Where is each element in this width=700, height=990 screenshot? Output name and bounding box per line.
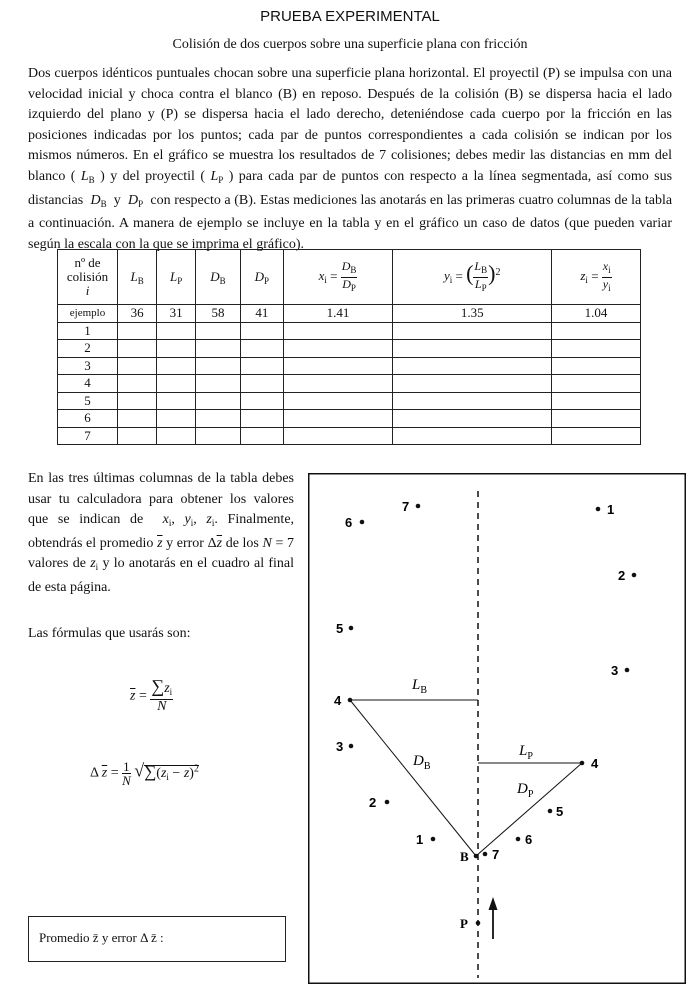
mean-formula: $\overline{z}$ = $\frac{\sum z_i}{N}$	[130, 676, 173, 714]
table-row: 4	[58, 375, 641, 393]
table-row: 3	[58, 357, 641, 375]
header-db: $D_B$	[195, 250, 240, 305]
header-collision-number: nº de colisión i	[58, 250, 118, 305]
point-b-1: 1	[416, 832, 424, 847]
point-p-5: 5	[556, 804, 564, 819]
projectile-origin	[476, 921, 481, 926]
table-row: 1	[58, 322, 641, 340]
point-p-6: 6	[525, 832, 533, 847]
table-header-row	[58, 250, 641, 305]
table-row: 7	[58, 427, 641, 445]
table-row: 2	[58, 340, 641, 358]
point-p-7: 7	[492, 847, 500, 862]
error-formula: Δ $\overline{z}$ = $\frac{1}{N}$ $√\sum(z_i - \overline{z})^2$	[90, 759, 199, 788]
header-z: $z_i$ = $\frac{x_i}{y_i}$	[551, 250, 640, 305]
projectile-points	[483, 502, 637, 862]
page-title: PRUEBA EXPERIMENTAL	[260, 8, 440, 25]
point-b-4: 4	[334, 693, 342, 708]
intro-paragraph: Dos cuerpos idénticos puntuales chocan sobre una superficie plana horizontal. El proyectil (P) se impulsa con una velocidad inicial y choca contra el blanco (B) en reposo. Después de la colisión (B) se dispersa hacia el lado izquierdo del plano y (P) se dispersa hacia el lado derecho, deteniéndose cada cuerpo por la fricción en las posiciones indicadas por los puntos; cada par de puntos correspondientes a cada colisión se indican por los mismos números. En el gráfico se muestra los resultados de 7 colisiones; debes medir las distancias en mm del blanco ( $L_B$ ) y del proyectil ( $L_P$ ) para cada par de puntos con respecto a la línea segmentada, así como sus distancias $D_B$ y $D_P$ con respecto a (B). Estas mediciones las anotarás en las primeras cuatro columnas de la tabla a continuación. A manera de ejemplo se incluye en la tabla y en el gráfico un caso de datos (que pueden variar según la escala con la que se imprima el gráfico).	[28, 66, 673, 252]
label-lb: $L_B$	[412, 677, 428, 696]
target-points	[334, 499, 435, 847]
label-db: $D_B$	[413, 753, 431, 772]
db-line	[350, 700, 476, 856]
target-origin	[474, 854, 479, 859]
label-p: P	[460, 916, 468, 931]
point-b-7: 7	[402, 499, 410, 514]
diagram-frame	[309, 474, 686, 984]
table-row: 6	[58, 410, 641, 428]
header-dp: $D_P$	[241, 250, 283, 305]
point-b-3: 3	[336, 739, 344, 754]
point-p-4: 4	[591, 756, 599, 771]
header-lp: $L_P$	[157, 250, 196, 305]
results-table	[57, 249, 641, 445]
table-row-example: ejemplo 36 31 58 41 1.41 1.35 1.04	[58, 305, 641, 323]
header-y: $y_i$ = ( $\frac{L_B}{L_P}$ )$^2$	[393, 250, 552, 305]
arrow-head-icon	[489, 897, 498, 910]
page-subtitle: Colisión de dos cuerpos sobre una superficie plana con fricción	[172, 37, 528, 52]
instructions-paragraph: En las tres últimas columnas de la tabla debes usar tu calculadora para obtener los valores que se indican de $x_i$, $y_i$, $z_i$. Finalmente, obtendrás el promedio $\overline{z}$ y error $\Delta\overline{z}$ de los N = 7 valores de $z_i$ y lo anotarás en el cuadro al final de esta página.	[28, 471, 295, 595]
point-b-2: 2	[369, 795, 377, 810]
label-dp: $D_P$	[517, 781, 534, 800]
table-row: 5	[58, 392, 641, 410]
formulas-label: Las fórmulas que usarás son:	[28, 626, 191, 641]
point-b-6: 6	[345, 515, 353, 530]
collision-diagram	[308, 473, 686, 984]
point-b-5: 5	[336, 621, 344, 636]
point-p-2: 2	[618, 568, 626, 583]
answer-label: Promedio z̄ y error Δ z̄ :	[39, 930, 164, 945]
header-lb: $L_B$	[118, 250, 157, 305]
answer-box[interactable]	[28, 916, 286, 962]
label-lp: $L_P$	[519, 743, 533, 762]
point-p-1: 1	[607, 502, 615, 517]
point-p-3: 3	[611, 663, 619, 678]
label-b: B	[460, 849, 469, 864]
header-x: $x_i$ = $\frac{D_B}{D_P}$	[283, 250, 393, 305]
